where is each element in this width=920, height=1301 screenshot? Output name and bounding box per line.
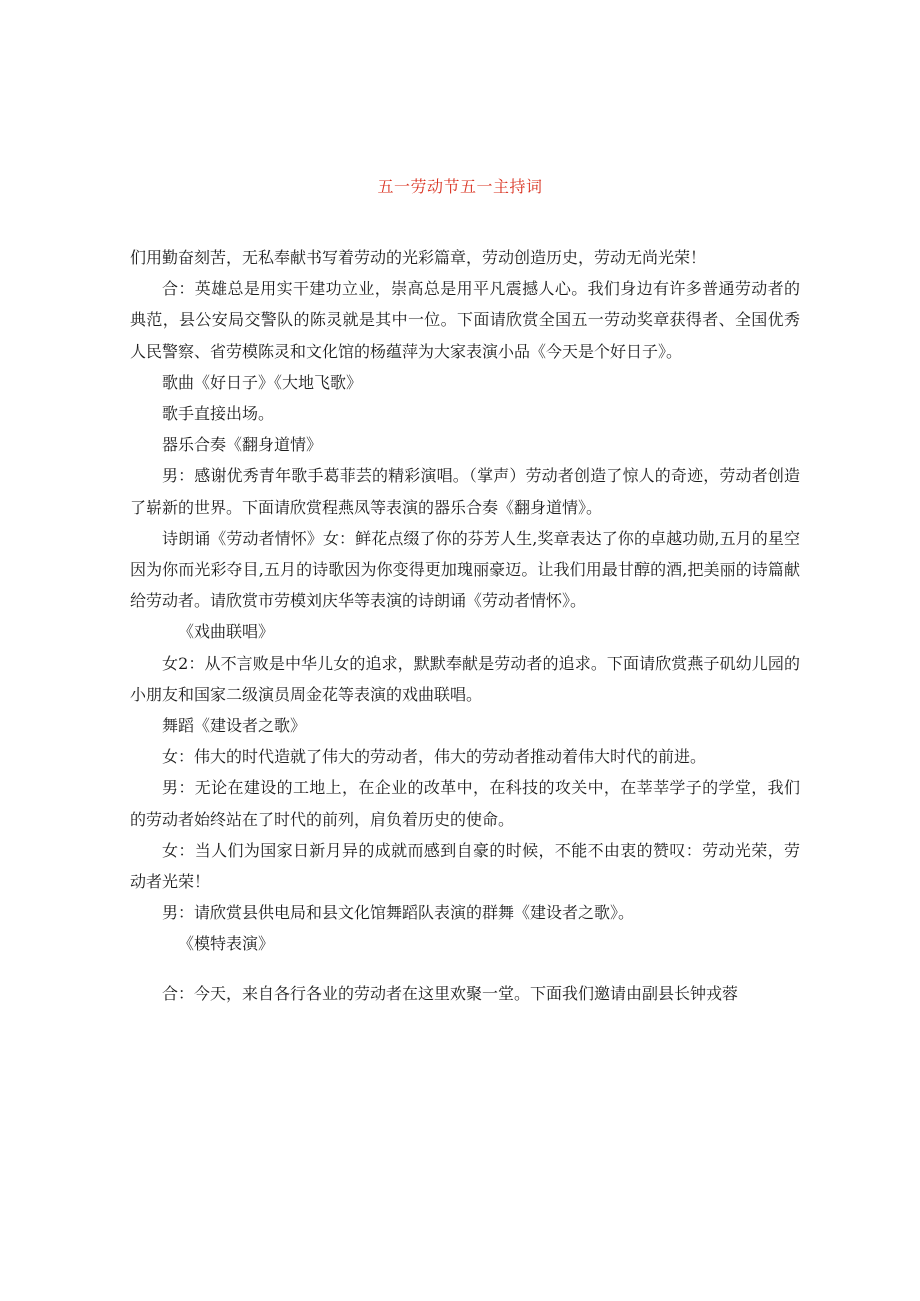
- program-item: 器乐合奏《翻身道情》: [162, 435, 323, 455]
- document-title: 五一劳动节五一主持词: [377, 177, 543, 196]
- paragraph: 男：感谢优秀青年歌手葛菲芸的精彩演唱。（掌声）劳动者创造了惊人的奇迹，劳动者创造了崭新的世界。下面请欣赏程燕凤等表演的器乐合奏《翻身道情》。: [130, 466, 800, 517]
- paragraph: 合：英雄总是用实干建功立业，崇高总是用平凡震撼人心。我们身边有许多普通劳动者的典范，县公安局交警队的陈灵就是其中一位。下面请欣赏全国五一劳动奖章获得者、全国优秀人民警察、省劳模陈灵和文化馆的杨蕴萍为大家表演小品《今天是个好日子》。: [130, 279, 800, 361]
- document-body: [130, 242, 800, 1009]
- paragraph: 诗朗诵《劳动者情怀》女：鲜花点缀了你的芬芳人生,奖章表达了你的卓越功勋,五月的星空因为你而光彩夺目,五月的诗歌因为你变得更加瑰丽豪迈。让我们用最甘醇的酒,把美丽的诗篇献给劳动者。请欣赏市劳模刘庆华等表演的诗朗诵《劳动者情怀》。: [130, 528, 800, 611]
- paragraph: 女2：从不言败是中华儿女的追求，默默奉献是劳动者的追求。下面请欣赏燕子矶幼儿园的小朋友和国家二级演员周金花等表演的戏曲联唱。: [130, 653, 800, 704]
- paragraph: 女：当人们为国家日新月异的成就而感到自豪的时候，不能不由衷的赞叹：劳动光荣，劳动者光荣！: [130, 840, 800, 892]
- paragraph: 合：今天，来自各行各业的劳动者在这里欢聚一堂。下面我们邀请由副县长钟戎蓉: [162, 983, 739, 1003]
- paragraph: 男：无论在建设的工地上，在企业的改革中，在科技的攻关中，在莘莘学子的学堂，我们的劳动者始终站在了时代的前列，肩负着历史的使命。: [130, 778, 800, 829]
- paragraph: 歌手直接出场。: [162, 404, 275, 424]
- program-item: 歌曲《好日子》《大地飞歌》: [162, 372, 363, 392]
- program-item: 舞蹈《建设者之歌》: [162, 716, 307, 736]
- paragraph: 们用勤奋刻苦，无私奉献书写着劳动的光彩篇章，劳动创造历史，劳动无尚光荣！: [130, 248, 707, 267]
- paragraph: 女：伟大的时代造就了伟大的劳动者，伟大的劳动者推动着伟大时代的前进。: [162, 747, 707, 767]
- program-item: 《模特表演》: [178, 934, 275, 954]
- paragraph: 男：请欣赏县供电局和县文化馆舞蹈队表演的群舞《建设者之歌》。: [162, 903, 635, 923]
- program-item: 《戏曲联唱》: [178, 622, 275, 642]
- spacer: [130, 960, 800, 978]
